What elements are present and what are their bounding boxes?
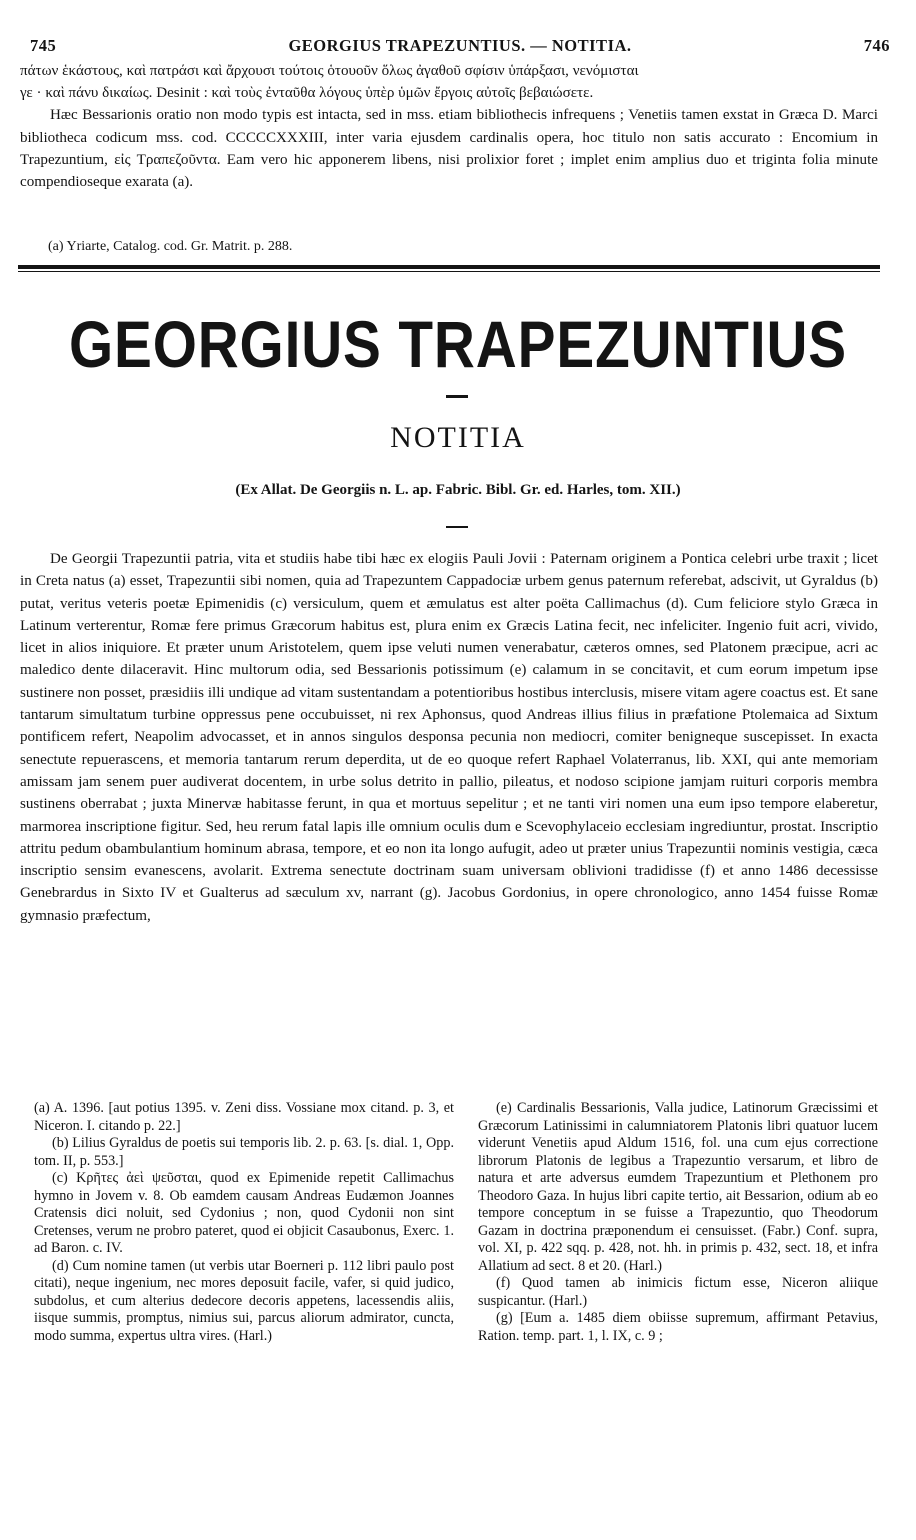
previous-section-text xyxy=(20,60,878,193)
page-number-right: 746 xyxy=(863,36,890,55)
section-divider-thin xyxy=(18,271,880,272)
footnote-d: (d) Cum nomine tamen (ut verbis utar Boerneri p. 112 libri paulo post citati), neque ingenium, nec mores deposuit facile, vafer, si quid judico, subdolus, et cum alterius dedecore decoris appetens, lacessendis aliis, iisque summis, promptus, nimius sui, parcus aliorum admirator, cuncta, modo summa, expertus ultra vires. (Harl.) xyxy=(34,1257,454,1344)
ornament-dash xyxy=(446,395,468,398)
footnotes-left-column xyxy=(34,1100,454,1345)
greek-line-desinit: γε · καὶ πάνυ δικαίως. Desinit : καὶ τοὺς ἐνταῦθα λόγους ὑπὲρ ὑμῶν ἔργοις αὐτοῖς βεβαιώσετε. xyxy=(20,85,594,102)
footnote-e: (e) Cardinalis Bessarionis, Valla judice, Latinorum Græcissimi et Græcorum Latinissimi in calumniatorem Platonis libri quatuor lucem viderunt Venetiis apud Aldum 1516, fol. una cum ejus correctione librorum Platonis de legibus a Trapezuntio versarum, et libro de natura et arte adversus eumdem Trapezuntium et Plethonem pro Theodoro Gaza. In hujus libri capite tertio, ait Bessarion, odium ab eo tempore conceptum in se fuisse a Trapezuntio, quo Theodorum Gazam in doctrina præponendum ei censuisset. (Fabr.) Conf. supra, vol. XI, p. 422 sqq. p. 428, not. hh. in primis p. 432, sect. 18, et infra Allatium ad sect. 8 et 20. (Harl.) xyxy=(478,1100,878,1274)
section-divider-thick xyxy=(18,265,880,269)
footnote-c: (c) Κρῆτες ἀεὶ ψεῦσται, quod ex Epimenide repetit Callimachus hymno in Jovem v. 8. Ob eamdem causam Andreas Eudæmon Joannes Cratensis dici noluit, sed Cydonius ; non, quod Cydonii non sint Cretenses, verum ne probro pateret, quod ei objicit Casaubonus, Exerc. 1. ad Baron. c. IV. xyxy=(34,1170,454,1256)
running-title: GEORGIUS TRAPEZUNTIUS. — NOTITIA. xyxy=(288,36,632,55)
ornament-dash-2 xyxy=(446,526,468,528)
page-number-left: 745 xyxy=(30,36,57,55)
previous-paragraph: Hæc Bessarionis oratio non modo typis est intacta, sed in mss. etiam bibliothecis infrequens ; Venetiis tamen exstat in Græca D. Marci bibliotheca codicum mss. cod. CCCCCXXXIII, inter varia ejusdem cardinalis opera, hoc titulo non satis accurato : Encomium in Trapezuntium, εἰς Τραπεζοῦντα. Eam vero hic apponerem libens, nisi prolixior foret ; implet enim amplius duo et triginta folia minute compendioseque exarata (a). xyxy=(20,107,878,191)
footnote-f: (f) Quod tamen ab inimicis fictum esse, Niceron aliique suspicantur. (Harl.) xyxy=(478,1275,878,1309)
main-paragraph-text: De Georgii Trapezuntii patria, vita et studiis habe tibi hæc ex elogiis Pauli Jovii : Paternam originem a Pontica celebri urbe traxit ; licet in Creta natus (a) esset, Trapezuntii sibi nomen, quia ad Trapezuntem Cappadociæ urbem genus paternum referebat, adscivit, ut Gyraldus (b) putat, veritus veteris poetæ Epimenidis (c) versiculum, quem et æmulatus est alter poëta Callimachus (d). Cum feliciore stylo Græca in Latinum verterentur, Romæ fere primus Græcorum habitus est, plura enim ex Græcis Latina fecit, nec infeliciter. Ingenio fuit acri, vivido, licet in alios iniquiore. Et præter unum Aristotelem, quem ipse veluti numen venerabatur, cæteros omnes, sed Platonem præcipue, acri ac maledico dente dilaceravit. Hinc multorum odia, sed Bessarionis potissimum (e) calamum in se concitavit, et cum eorum impetum ipse sustinere non posset, præsidiis illi undique ad vitam sustentandam a potentioribus hostibus interclusis, misere vitam agere coactus est. Et sane tantarum simultatum turbine oppressus pene occubuisset, ni rex Aphonsus, quod Andreas illius filius in præfatione Ptolemaica ad Sixtum pontificem refert, Neapolim advocasset, et in annos singulos desponsa pecunia non mediocri, comiter benigneque suscepisset. In exacta senectute repuerascens, et memoria tantarum rerum deperdita, ut de eo quoque refert Raphael Volaterranus, lib. XXI, qui ante memoriam amissam jam senem puer audiverat docentem, in urbe solus detrito in pallio, pileatus, et nodoso scipione jamjam ruituri corporis membra sustinens oberrabat ; juxta Minervæ habitasse ferunt, in qua et mortuus sepelitur ; et ne tanti viri nomen una eum ipso tempore elaberetur, marmorea inscriptione figitur. Sed, heu rerum fatal lapis ille omnium oculis dum e Scevophylaceio ecclesiam ingrediuntur, prostat. Inscriptio attritu pedum obambulantium hominum abrasa, tempore, et eo non ita longo aufugit, adeo ut præter unius Trapezuntii nominis vestigia, cæca inscriptio sensim evanescens, avolarit. Extrema senectute doctrinam suam universam oblivioni tradidisse (f) et anno 1486 decessisse Genebrardus in Sixto IV et Gualterus ad sæculum xv, narrant (g). Jacobus Gordonius, in opere chronologico, anno 1454 fuisse Romæ gymnasio præfectum, xyxy=(20,551,878,924)
main-paragraph xyxy=(20,548,878,927)
greek-line: πάτων ἑκάστους, καὶ πατράσι καὶ ἄρχουσι τούτοις ὁτουοῦν ὅλως ἀγαθοῦ σφίσιν ὑπάρξασι, νενόμισται xyxy=(20,63,639,79)
footnote-g: (g) [Eum a. 1485 diem obiisse supremum, affirmant Petavius, Ration. temp. part. 1, l. IX, c. 9 ; xyxy=(478,1310,878,1344)
chapter-subtitle: NOTITIA xyxy=(390,421,526,454)
footnote-b: (b) Lilius Gyraldus de poetis sui temporis lib. 2. p. 63. [s. dial. 1, Opp. tom. II, p. 553.] xyxy=(34,1135,454,1169)
chapter-title: GEORGIUS TRAPEZUNTIUS xyxy=(68,307,848,381)
running-head xyxy=(30,36,890,58)
previous-footnote: (a) Yriarte, Catalog. cod. Gr. Matrit. p. 288. xyxy=(48,239,293,254)
source-reference: (Ex Allat. De Georgiis n. L. ap. Fabric. Bibl. Gr. ed. Harles, tom. XII.) xyxy=(235,482,681,498)
footnote-a: (a) A. 1396. [aut potius 1395. v. Zeni diss. Vossiane mox citand. p. 3, et Niceron. I. citando p. 22.] xyxy=(34,1100,454,1134)
footnotes-right-column xyxy=(478,1100,878,1345)
